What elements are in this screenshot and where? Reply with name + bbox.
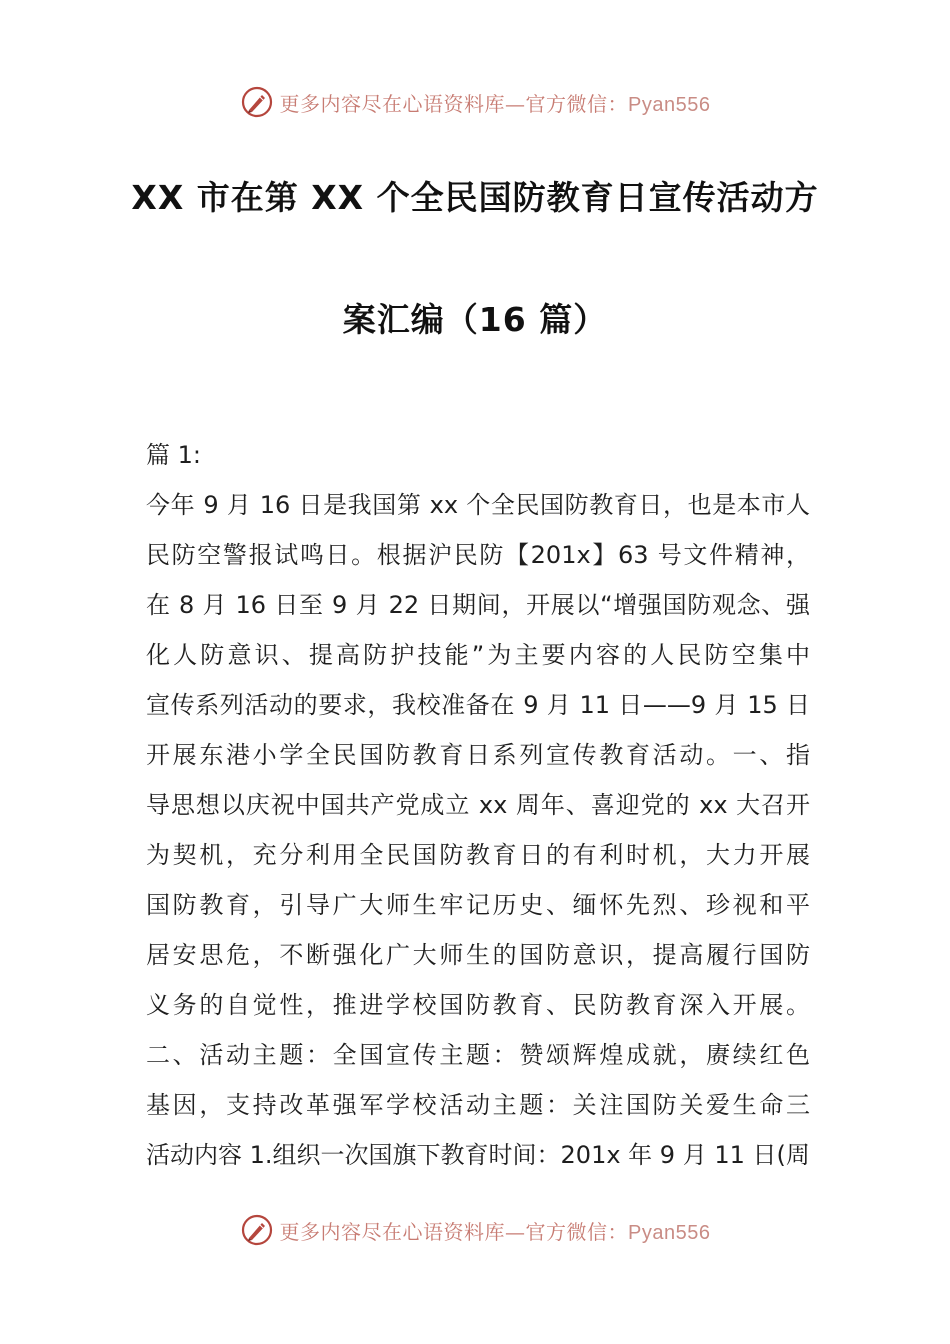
footer-watermark (0, 1210, 950, 1250)
body-line: 为契机，充分利用全民国防教育日的有利时机，大力开展 (146, 841, 810, 869)
body-line: 义务的自觉性，推进学校国防教育、民防教育深入开展。 (146, 991, 810, 1019)
body-line: 在 8 月 16 日至 9 月 22 日期间，开展以“增强国防观念、强 (146, 591, 810, 619)
body-line: 国防教育，引导广大师生牢记历史、缅怀先烈、珍视和平 (146, 891, 810, 919)
pen-logo-icon (240, 1213, 274, 1247)
header-watermark (0, 82, 950, 122)
section-label: 篇 1: (146, 441, 201, 469)
body-line: 民防空警报试鸣日。根据沪民防【201x】63 号文件精神， (146, 541, 810, 569)
body-line: 宣传系列活动的要求，我校准备在 9 月 11 日——9 月 15 日 (146, 691, 810, 719)
body-line: 今年 9 月 16 日是我国第 xx 个全民国防教育日，也是本市人 (146, 491, 810, 519)
document-title-line-1: XX 市在第 XX 个全民国防教育日宣传活动方 (131, 178, 819, 217)
watermark-text: 更多内容尽在心语资料库—官方微信：Pyan556 (279, 1219, 711, 1244)
body-line: 导思想以庆祝中国共产党成立 xx 周年、喜迎党的 xx 大召开 (146, 791, 810, 819)
body-line: 化人防意识、提高防护技能”为主要内容的人民防空集中 (146, 641, 810, 669)
body-line: 开展东港小学全民国防教育日系列宣传教育活动。一、指 (146, 741, 810, 769)
body-line: 居安思危，不断强化广大师生的国防意识，提高履行国防 (146, 941, 810, 969)
pen-logo-icon (240, 85, 274, 119)
watermark-wechat-id: Pyan556 (628, 1221, 711, 1244)
watermark-wechat-id: Pyan556 (628, 93, 711, 116)
body-line: 二、活动主题：全国宣传主题：赞颂辉煌成就，赓续红色 (146, 1041, 810, 1069)
body-line: 活动内容 1.组织一次国旗下教育时间：201x 年 9 月 11 日(周 (146, 1141, 810, 1169)
document-title-line-2: 案汇编（16 篇） (342, 300, 608, 339)
body-paragraph (146, 480, 810, 1180)
watermark-text: 更多内容尽在心语资料库—官方微信：Pyan556 (279, 91, 711, 116)
body-line: 基因，支持改革强军学校活动主题：关注国防关爱生命三 (146, 1091, 810, 1119)
